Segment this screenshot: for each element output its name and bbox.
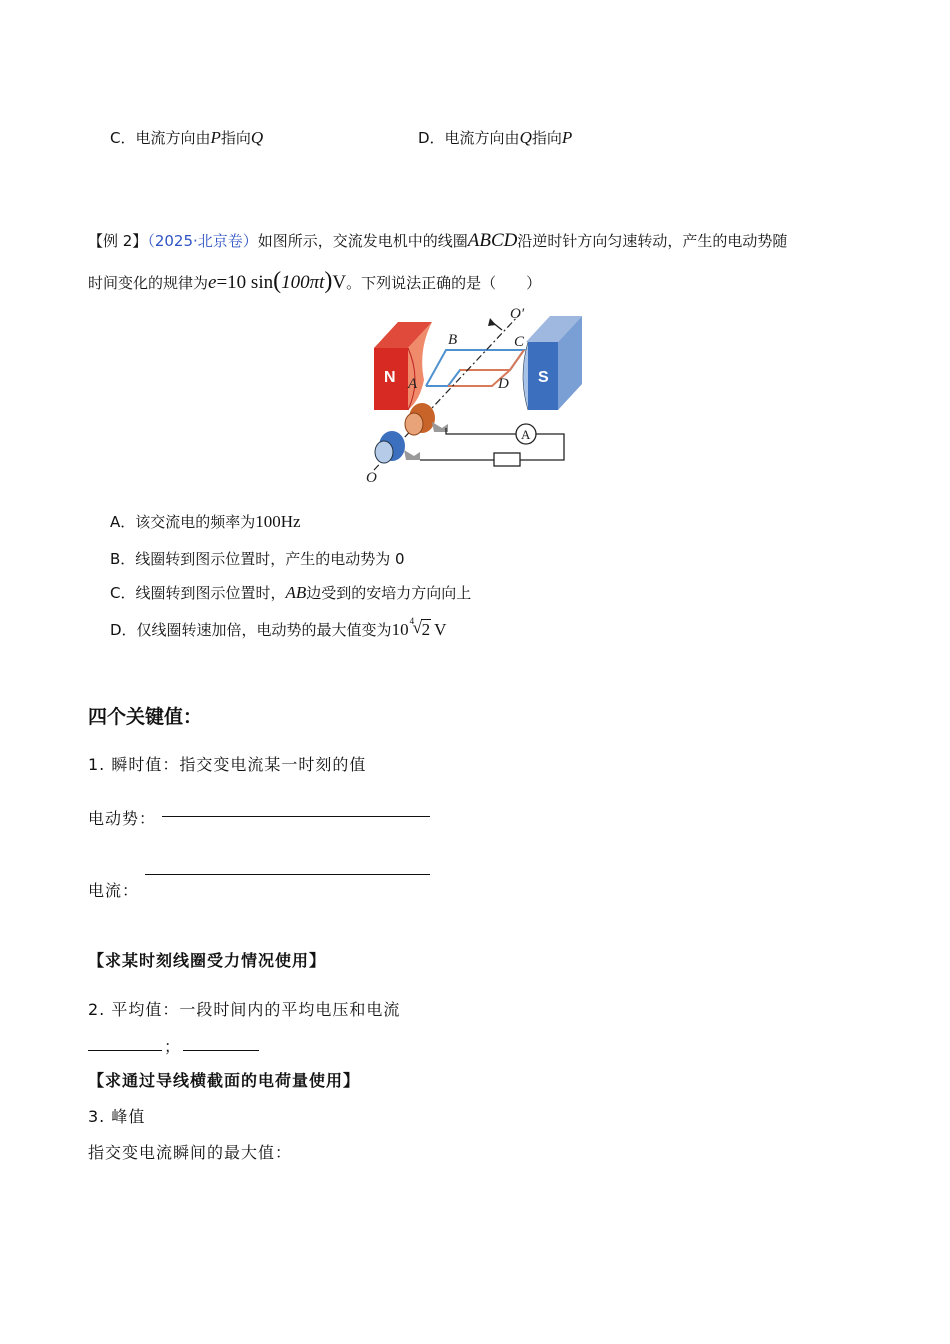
point-p: P (561, 128, 573, 147)
use-note-1: 【求某时刻线圈受力情况使用】 (88, 951, 327, 970)
label-d: D (498, 376, 509, 392)
formula-arg: 100πt (281, 272, 325, 293)
magnet-n (374, 322, 432, 410)
label-o: O (366, 470, 377, 486)
emf-blank[interactable] (162, 816, 430, 817)
example-label: 【例 2】 (88, 232, 148, 250)
emf-label: 电动势： (88, 809, 157, 828)
current-label: 电流： (88, 881, 140, 900)
segment-ab: AB (285, 583, 307, 602)
option-c-prev-text: C．电流方向由 (110, 129, 211, 147)
option-b-text: B．线圈转到图示位置时，产生的电动势为 0 (110, 550, 405, 568)
example-source[interactable]: （2025·北京卷） (147, 232, 258, 250)
resistor (494, 453, 520, 466)
coil (426, 350, 524, 386)
option-d-value: 10 (391, 620, 409, 639)
item1: 1. 瞬时值：指交变电流某一时刻的值 (88, 755, 367, 774)
option-d-prev (418, 127, 572, 148)
option-d-prev-mid: 指向 (531, 129, 562, 147)
option-a[interactable] (110, 511, 301, 532)
avg-current-blank[interactable] (183, 1050, 259, 1051)
magnet-s-label: S (538, 369, 549, 386)
blank-separator: ； (164, 1037, 182, 1056)
option-d-prev-text: D．电流方向由 (418, 129, 520, 147)
example2-line2: 时间变化的规律为e=10 sin(100πt)V。下列说法正确的是（ ） (88, 268, 542, 294)
slip-ring-blue (375, 431, 405, 463)
root-radicand: 2 (421, 620, 431, 639)
item3: 3. 峰值 (88, 1107, 146, 1126)
label-b: B (448, 332, 458, 348)
item3-desc: 指交变电流瞬间的最大值： (88, 1143, 293, 1162)
option-d-text: D．仅线圈转速加倍，电动势的最大值变为 (110, 621, 392, 639)
rotation-arrow (488, 318, 496, 326)
option-d-unit: V (434, 620, 447, 639)
example-text2: 沿逆时针方向匀速转动，产生的电动势随 (517, 232, 788, 250)
generator-figure (360, 300, 590, 490)
example2-line1 (88, 230, 787, 252)
item2: 2. 平均值：一段时间内的平均电压和电流 (88, 1000, 401, 1019)
brush-2 (404, 450, 420, 460)
formula-unit: V (332, 272, 347, 293)
formula-eq: =10 sin (216, 272, 274, 293)
point-q: Q (250, 128, 264, 147)
magnet-n-label: N (384, 369, 396, 386)
ammeter-label: A (521, 427, 531, 442)
formula-lhs: e (208, 272, 217, 293)
option-b[interactable] (110, 548, 405, 569)
root-index: 4 (409, 616, 415, 626)
avg-voltage-blank[interactable] (88, 1050, 162, 1051)
magnet-s (523, 316, 582, 410)
label-c: C (514, 334, 525, 350)
current-blank[interactable] (145, 874, 430, 875)
label-o-prime: O′ (510, 306, 525, 322)
use-note-2: 【求通过导线横截面的电荷量使用】 (88, 1071, 361, 1090)
example-text3: 时间变化的规律为 (88, 274, 209, 292)
option-a-text: A．该交流电的频率为 (110, 513, 256, 531)
coil-label: ABCD (467, 230, 518, 251)
example-text4: 。下列说法正确的是（ ） (346, 274, 542, 292)
option-c-prev (110, 127, 263, 148)
option-d[interactable] (110, 616, 447, 640)
radical: 4 √ 2 (409, 616, 431, 639)
option-c-text-after: 边受到的安培力方向向上 (306, 584, 472, 602)
option-c-text: C．线圈转到图示位置时， (110, 584, 286, 602)
option-a-value: 100Hz (255, 512, 301, 531)
example-text1: 如图所示，交流发电机中的线圈 (257, 232, 468, 250)
label-a: A (408, 376, 418, 392)
option-c-prev-mid: 指向 (220, 129, 251, 147)
point-p: P (210, 128, 221, 147)
section-title: 四个关键值： (88, 706, 203, 728)
option-c[interactable] (110, 582, 471, 603)
point-q: Q (519, 128, 532, 147)
